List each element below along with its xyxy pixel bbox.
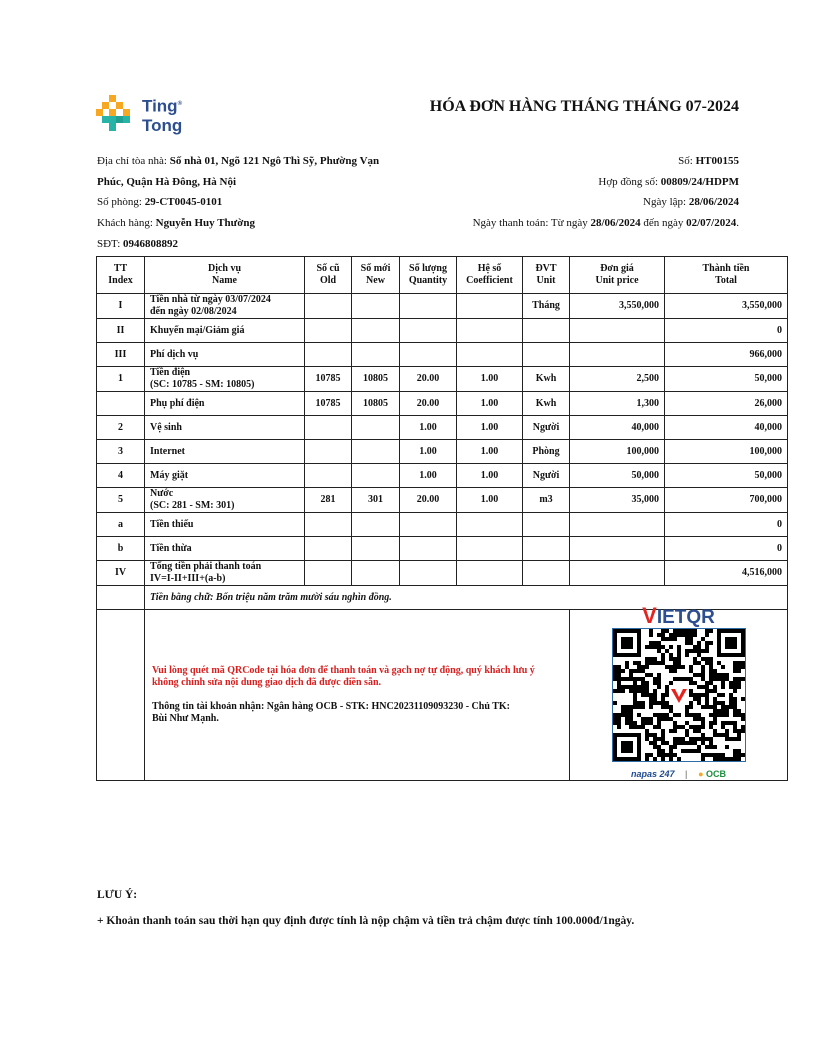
table-row	[97, 319, 788, 343]
cell-unit: m3	[523, 488, 570, 513]
cell-total: 0	[665, 513, 788, 537]
table-row	[97, 488, 788, 513]
cell-total: 50,000	[665, 367, 788, 392]
cell-unit: Phòng	[523, 440, 570, 464]
payment-period: Ngày thanh toán: Từ ngày 28/06/2024 đến ngày 02/07/2024.	[472, 217, 739, 229]
cell-old: 10785	[305, 367, 352, 392]
payment-row	[97, 610, 788, 781]
cell-qty: 1.00	[400, 464, 457, 488]
cell-old	[305, 537, 352, 561]
cell-unit: Người	[523, 464, 570, 488]
cell-coef	[457, 513, 523, 537]
customer-name: Khách hàng: Nguyễn Huy Thường	[97, 217, 255, 229]
table-row	[97, 392, 788, 416]
napas-logo: napas 247	[630, 769, 675, 779]
cell-price	[570, 343, 665, 367]
contract-number: Hợp đồng số: 00809/24/HDPM	[598, 176, 739, 188]
cell-qty	[400, 513, 457, 537]
table-row	[97, 294, 788, 319]
table-row	[97, 440, 788, 464]
cell-name: Nước (SC: 281 - SM: 301)	[145, 488, 305, 513]
cell-total: 4,516,000	[665, 561, 788, 586]
amount-in-words-row	[97, 586, 788, 610]
cell-qty: 1.00	[400, 416, 457, 440]
cell-coef: 1.00	[457, 464, 523, 488]
cell-name: Tiền nhà từ ngày 03/07/2024 đến ngày 02/08/2024	[145, 294, 305, 319]
cell-total: 100,000	[665, 440, 788, 464]
logo-wordmark: Ting® Tong	[142, 96, 183, 135]
cell-qty	[400, 343, 457, 367]
table-row	[97, 343, 788, 367]
column-header: Hệ số Coefficient	[457, 257, 523, 294]
cell-old	[305, 440, 352, 464]
cell-price: 40,000	[570, 416, 665, 440]
column-header: ĐVT Unit	[523, 257, 570, 294]
cell-name: Tổng tiền phải thanh toán IV=I-II+III+(a-b)	[145, 561, 305, 586]
cell-price	[570, 537, 665, 561]
cell-qty	[400, 537, 457, 561]
table-row	[97, 416, 788, 440]
building-address-cont: Phúc, Quận Hà Đông, Hà Nội	[97, 176, 237, 188]
cell-unit: Người	[523, 416, 570, 440]
cell-unit	[523, 513, 570, 537]
cell-old	[305, 294, 352, 319]
cell-total: 0	[665, 537, 788, 561]
cell-name: Internet	[145, 440, 305, 464]
cell-idx: a	[97, 513, 145, 537]
cell-new	[352, 343, 400, 367]
cell-coef	[457, 537, 523, 561]
vietqr-logo: VIETQR	[642, 603, 715, 628]
cell-coef: 1.00	[457, 367, 523, 392]
company-logo	[96, 95, 206, 137]
cell-coef	[457, 343, 523, 367]
cell-price: 2,500	[570, 367, 665, 392]
cell-idx: IV	[97, 561, 145, 586]
cell-old	[305, 416, 352, 440]
cell-price: 1,300	[570, 392, 665, 416]
table-row	[97, 561, 788, 586]
cell-new: 10805	[352, 392, 400, 416]
cell-new	[352, 513, 400, 537]
qr-cell	[570, 603, 788, 781]
invoice-number: Số: HT00155	[678, 155, 739, 167]
words-empty-cell	[97, 586, 145, 610]
cell-price	[570, 561, 665, 586]
cell-old	[305, 464, 352, 488]
cell-idx	[97, 392, 145, 416]
cell-name: Phụ phí điện	[145, 392, 305, 416]
table-row	[97, 537, 788, 561]
cell-name: Tiền thừa	[145, 537, 305, 561]
logo-mark-icon	[96, 95, 138, 137]
cell-total: 966,000	[665, 343, 788, 367]
cell-unit: Kwh	[523, 367, 570, 392]
cell-new	[352, 561, 400, 586]
cell-price: 50,000	[570, 464, 665, 488]
column-header: Dịch vụ Name	[145, 257, 305, 294]
cell-unit	[523, 561, 570, 586]
cell-qty: 20.00	[400, 367, 457, 392]
cell-price: 100,000	[570, 440, 665, 464]
cell-name: Máy giặt	[145, 464, 305, 488]
invoice-table	[96, 256, 788, 781]
cell-new: 10805	[352, 367, 400, 392]
cell-price	[570, 319, 665, 343]
cell-idx: 4	[97, 464, 145, 488]
cell-idx: I	[97, 294, 145, 319]
cell-price: 35,000	[570, 488, 665, 513]
column-header: Đơn giá Unit price	[570, 257, 665, 294]
cell-idx: 1	[97, 367, 145, 392]
bank-account-info: Thông tin tài khoản nhận: Ngân hàng OCB - STK: HNC20231109093230 - Chủ TK: Bùi Như Mạnh.	[152, 701, 510, 724]
cell-coef: 1.00	[457, 488, 523, 513]
cell-coef: 1.00	[457, 440, 523, 464]
cell-idx: II	[97, 319, 145, 343]
notes-heading: LƯU Ý:	[97, 889, 138, 901]
cell-total: 50,000	[665, 464, 788, 488]
cell-new	[352, 294, 400, 319]
cell-total: 40,000	[665, 416, 788, 440]
invoice-title: HÓA ĐƠN HÀNG THÁNG THÁNG 07-2024	[429, 98, 739, 115]
cell-unit	[523, 343, 570, 367]
cell-idx: 3	[97, 440, 145, 464]
bank-logos: napas 247 | ● OCB	[630, 769, 727, 779]
cell-idx: 5	[97, 488, 145, 513]
cell-new	[352, 537, 400, 561]
issue-date: Ngày lập: 28/06/2024	[643, 196, 739, 208]
table-header-row	[97, 257, 788, 294]
cell-old: 10785	[305, 392, 352, 416]
cell-old	[305, 319, 352, 343]
cell-coef	[457, 294, 523, 319]
cell-qty: 20.00	[400, 392, 457, 416]
cell-total: 26,000	[665, 392, 788, 416]
cell-name: Tiền thiếu	[145, 513, 305, 537]
room-number: Số phòng: 29-CT0045-0101	[97, 196, 223, 208]
cell-price: 3,550,000	[570, 294, 665, 319]
cell-unit	[523, 537, 570, 561]
column-header: TT Index	[97, 257, 145, 294]
cell-total: 0	[665, 319, 788, 343]
column-header: Số lượng Quantity	[400, 257, 457, 294]
cell-name: Tiền điện (SC: 10785 - SM: 10805)	[145, 367, 305, 392]
cell-total: 3,550,000	[665, 294, 788, 319]
notes-line: + Khoản thanh toán sau thời hạn quy định được tính là nộp chậm và tiền trả chậm được tính 100.000đ/1ngày.	[97, 915, 635, 927]
amount-in-words: Tiền bằng chữ: Bốn triệu năm trăm mười sáu nghìn đồng.	[145, 586, 788, 610]
cell-coef: 1.00	[457, 416, 523, 440]
cell-coef	[457, 319, 523, 343]
customer-phone: SĐT: 0946808892	[97, 238, 179, 250]
cell-idx: III	[97, 343, 145, 367]
ocb-logo: ● OCB	[698, 769, 727, 779]
cell-coef	[457, 561, 523, 586]
payment-instruction: Vui lòng quét mã QRCode tại hóa đơn để thanh toán và gạch nợ tự động, quý khách lưu ý không chỉnh sửa nội dung giao dịch đã được điền sẵn.	[152, 665, 535, 688]
cell-name: Phí dịch vụ	[145, 343, 305, 367]
cell-idx: b	[97, 537, 145, 561]
table-row	[97, 367, 788, 392]
cell-unit: Kwh	[523, 392, 570, 416]
cell-old: 281	[305, 488, 352, 513]
cell-unit: Tháng	[523, 294, 570, 319]
payment-info	[145, 610, 570, 781]
building-address: Địa chỉ tòa nhà: Số nhà 01, Ngõ 121 Ngô Thì Sỹ, Phường Vạn	[97, 155, 380, 167]
cell-coef: 1.00	[457, 392, 523, 416]
cell-qty: 1.00	[400, 440, 457, 464]
column-header: Số cũ Old	[305, 257, 352, 294]
cell-old	[305, 343, 352, 367]
cell-new	[352, 464, 400, 488]
cell-new	[352, 440, 400, 464]
cell-total: 700,000	[665, 488, 788, 513]
table-row	[97, 513, 788, 537]
table-row	[97, 464, 788, 488]
cell-name: Vệ sinh	[145, 416, 305, 440]
cell-qty	[400, 294, 457, 319]
cell-unit	[523, 319, 570, 343]
qr-code-icon[interactable]	[612, 628, 746, 762]
cell-qty	[400, 319, 457, 343]
cell-idx: 2	[97, 416, 145, 440]
column-header: Số mới New	[352, 257, 400, 294]
payment-empty-cell	[97, 610, 145, 781]
cell-qty	[400, 561, 457, 586]
cell-qty: 20.00	[400, 488, 457, 513]
cell-price	[570, 513, 665, 537]
cell-old	[305, 513, 352, 537]
column-header: Thành tiền Total	[665, 257, 788, 294]
cell-name: Khuyến mại/Giảm giá	[145, 319, 305, 343]
cell-new	[352, 416, 400, 440]
cell-new: 301	[352, 488, 400, 513]
cell-old	[305, 561, 352, 586]
cell-new	[352, 319, 400, 343]
